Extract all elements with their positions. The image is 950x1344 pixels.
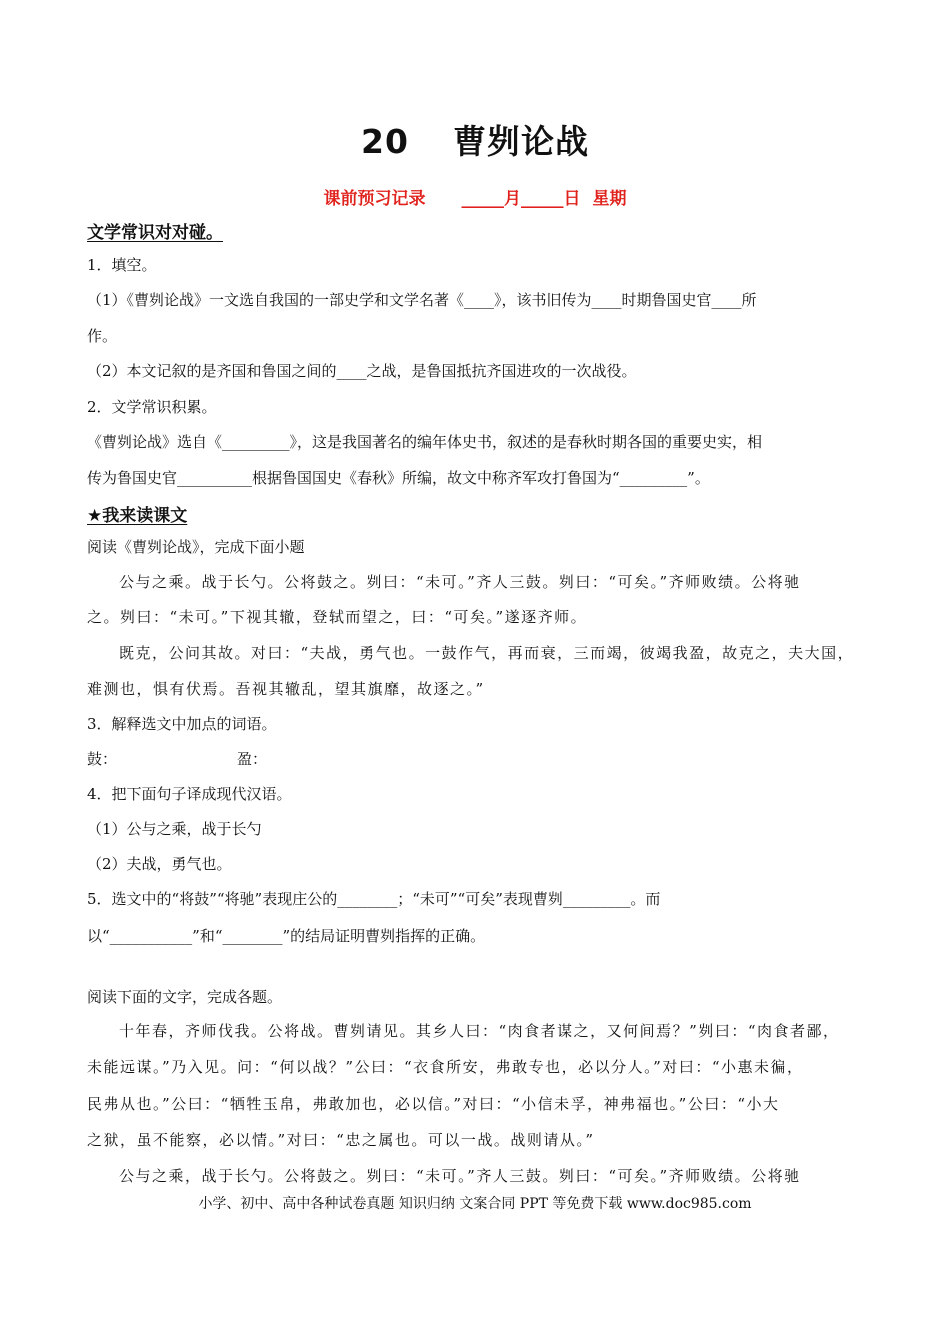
page-title xyxy=(0,116,950,163)
record-label: 课前预习记录 xyxy=(323,189,426,209)
question-2-line1: 《曹刿论战》选自《_________》，这是我国著名的编年体史书，叙述的是春秋时期各国的重要史实，相 xyxy=(87,433,763,451)
question-3-title: 3．解释选文中加点的词语。 xyxy=(87,715,277,733)
record-month: _____月 xyxy=(461,189,521,209)
passage-1-line2: 之。刿曰：“未可。”下视其辙，登轼而望之，曰：“可矣。”遂逐齐师。 xyxy=(87,608,588,626)
question-1-1-line1: （1）《曹刿论战》一文选自我国的一部史学和文学名著《____》，该书旧传为____时期鲁国史官____所 xyxy=(87,291,757,309)
section-heading-reading: ★我来读课文 xyxy=(87,506,188,526)
record-week: 星期 xyxy=(592,189,627,209)
question-1-2: （2）本文记叙的是齐国和鲁国之间的____之战，是鲁国抵抗齐国进攻的一次战役。 xyxy=(87,362,637,380)
reading-2-intro: 阅读下面的文字，完成各题。 xyxy=(87,988,283,1006)
question-5-line1: 5．选文中的“将鼓”“将驰”表现庄公的________；“未可”“可矣”表现曹刿_________。而 xyxy=(87,890,661,908)
section-heading-literature: 文学常识对对碰。 xyxy=(87,223,223,243)
page-footer: 小学、初中、高中各种试卷真题 知识归纳 文案合同 PPT 等免费下载 www.doc985.com xyxy=(198,1196,752,1212)
question-3-word-ying: 盈： xyxy=(237,750,268,768)
question-3-word-gu: 鼓： xyxy=(87,750,118,768)
passage-2-line2: 难测也，惧有伏焉。吾视其辙乱，望其旗靡，故逐之。” xyxy=(87,680,485,698)
question-1-1-line2: 作。 xyxy=(87,327,118,345)
question-5-line2: 以“___________”和“________”的结局证明曹刿指挥的正确。 xyxy=(87,927,486,945)
passage-3-line3: 民弗从也。”公曰：“牺牲玉帛，弗敢加也，必以信。”对曰：“小信未孚，神弗福也。”公曰：“小大 xyxy=(87,1095,780,1113)
question-2-title: 2．文学常识积累。 xyxy=(87,398,217,416)
reading-intro: 阅读《曹刿论战》，完成下面小题 xyxy=(87,538,305,556)
question-4-2: （2）夫战，勇气也。 xyxy=(87,855,232,873)
lesson-title: 曹刿论战 xyxy=(452,122,589,161)
passage-3-line1: 十年春，齐师伐我。公将战。曹刿请见。其乡人曰：“肉食者谋之，又何间焉？”刿曰：“肉食者鄙， xyxy=(119,1022,840,1040)
question-2-line2: 传为鲁国史官__________根据鲁国国史《春秋》所编，故文中称齐军攻打鲁国为“_________”。 xyxy=(87,469,710,487)
question-4-1: （1）公与之乘，战于长勺 xyxy=(87,820,262,838)
preview-record xyxy=(0,184,950,209)
lesson-number: 20 xyxy=(361,122,409,161)
question-4-title: 4．把下面句子译成现代汉语。 xyxy=(87,785,292,803)
question-1-title: 1．填空。 xyxy=(87,256,157,274)
passage-3-line4: 之狱，虽不能察，必以情。”对曰：“忠之属也。可以一战。战则请从。” xyxy=(87,1131,595,1149)
record-day: _____日 xyxy=(521,189,581,209)
passage-1-line1: 公与之乘。战于长勺。公将鼓之。刿曰：“未可。”齐人三鼓。刿曰：“可矣。”齐师败绩。公将驰 xyxy=(119,573,801,591)
passage-2-line1: 既克，公问其故。对曰：“夫战，勇气也。一鼓作气，再而衰，三而竭，彼竭我盈，故克之，夫大国， xyxy=(119,644,855,662)
passage-3-line2: 未能远谋。”乃入见。问：“何以战？”公曰：“衣食所安，弗敢专也，必以分人。”对曰：“小惠未徧， xyxy=(87,1058,804,1076)
passage-4-line1: 公与之乘，战于长勺。公将鼓之。刿曰：“未可。”齐人三鼓。刿曰：“可矣。”齐师败绩。公将驰 xyxy=(119,1167,801,1185)
